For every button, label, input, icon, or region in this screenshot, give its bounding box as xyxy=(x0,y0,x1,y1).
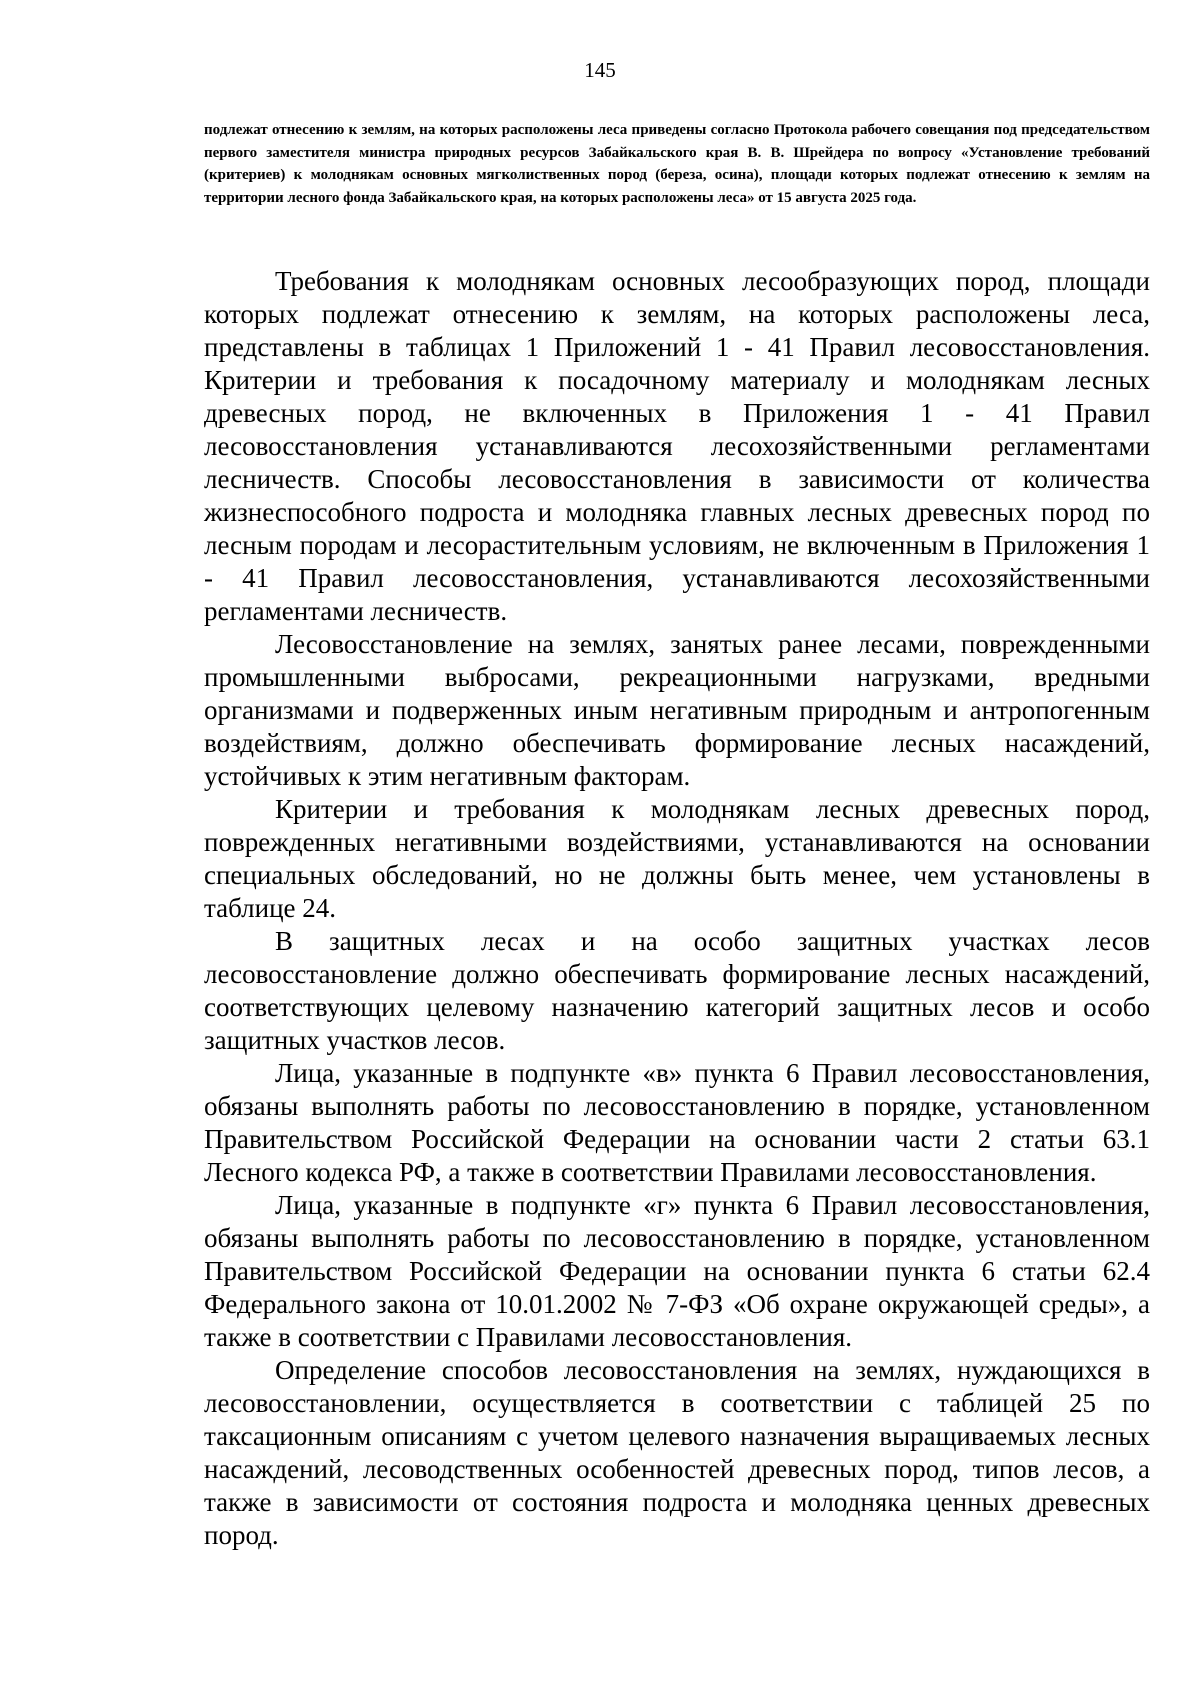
paragraph: Определение способов лесовосстановления на землях, нуждающихся в лесовосстановлении, осуществляется в соответствии с таблицей 25 по таксационным описаниям с учетом целевого назначения выращиваемых лесных насаждений, лесоводственных особенностей древесных пород, типов лесов, а также в зависимости от состояния подроста и молодняка ценных древесных пород. xyxy=(204,1355,1150,1550)
paragraph: Лица, указанные в подпункте «г» пункта 6 Правил лесовосстановления, обязаны выполнять работы по лесовосстановлению в порядке, установленном Правительством Российской Федерации на основании пункта 6 статьи 62.4 Федерального закона от 10.01.2002 № 7-ФЗ «Об охране окружающей среды», а также в соответствии с Правилами лесовосстановления. xyxy=(204,1190,1150,1352)
paragraph: Лесовосстановление на землях, занятых ранее лесами, поврежденными промышленными выбросами, рекреационными нагрузками, вредными организмами и подверженных иным негативным природным и антропогенным воздействиям, должно обеспечивать формирование лесных насаждений, устойчивых к этим негативным факторам. xyxy=(204,629,1150,791)
paragraph: Требования к молоднякам основных лесообразующих пород, площади которых подлежат отнесению к землям, на которых расположены леса, представлены в таблицах 1 Приложений 1 - 41 Правил лесовосстановления. Критерии и требования к посадочному материалу и молоднякам лесных древесных пород, не включенных в Приложения 1 - 41 Правил лесовосстановления устанавливаются лесохозяйственными регламентами лесничеств. Способы лесовосстановления в зависимости от количества жизнеспособного подроста и молодняка главных лесных древесных пород по лесным породам и лесорастительным условиям, не включенным в Приложения 1 - 41 Правил лесовосстановления, устанавливаются лесохозяйственными регламентами лесничеств. xyxy=(204,266,1150,626)
paragraph: Лица, указанные в подпункте «в» пункта 6 Правил лесовосстановления, обязаны выполнять работы по лесовосстановлению в порядке, установленном Правительством Российской Федерации на основании части 2 статьи 63.1 Лесного кодекса РФ, а также в соответствии Правилами лесовосстановления. xyxy=(204,1058,1150,1187)
page-number: 145 xyxy=(584,58,616,82)
paragraph: Критерии и требования к молоднякам лесных древесных пород, поврежденных негативными воздействиями, устанавливаются на основании специальных обследований, но не должны быть менее, чем установлены в таблице 24. xyxy=(204,794,1150,923)
paragraph: В защитных лесах и на особо защитных участках лесов лесовосстановление должно обеспечивать формирование лесных насаждений, соответствующих целевому назначению категорий защитных лесов и особо защитных участков лесов. xyxy=(204,926,1150,1055)
footnote-text: подлежат отнесению к землям, на которых расположены леса приведены согласно Протокола рабочего совещания под председательством первого заместителя министра природных ресурсов Забайкальского края В. В. Шрейдера по вопросу «Установление требований (критериев) к молоднякам основных мягколиственных пород (береза, осина), площади которых подлежат отнесению к землям на территории лесного фонда Забайкальского края, на которых расположены леса» от 15 августа 2025 года. xyxy=(204,122,1150,206)
body-text xyxy=(204,265,1150,1552)
